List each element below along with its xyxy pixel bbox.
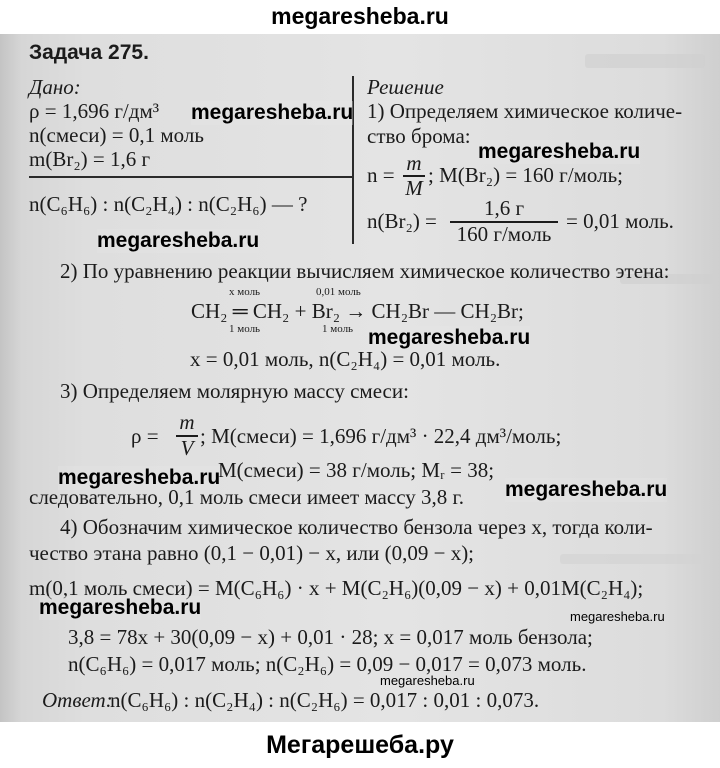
reaction-annotation-above-bromine: 0,01 моль bbox=[316, 286, 361, 298]
step1-eq1-left: n = bbox=[367, 163, 395, 187]
reaction-annotation-below-bromine: 1 моль bbox=[322, 323, 354, 335]
site-footer[interactable]: Мегарешеба.ру bbox=[0, 722, 720, 764]
watermark[interactable]: megaresheba.ru bbox=[97, 229, 260, 252]
find-statement: n(C₆H₆) : n(C₂H₄) : n(C₂H₆) — ? bbox=[29, 192, 308, 216]
step2-result: x = 0,01 моль, n(C₂H₄) = 0,01 моль. bbox=[190, 347, 501, 371]
step3-text: 3) Определяем молярную массу смеси: bbox=[60, 379, 409, 403]
step3-eq-right: ; M(смеси) = 1,696 г/дм³ · 22,4 дм³/моль; bbox=[200, 424, 562, 448]
reaction-equation: CH₂ ═ CH₂ + Br₂ → CH₂Br — CH₂Br; bbox=[191, 299, 524, 323]
watermark-small[interactable]: megaresheba.ru bbox=[570, 609, 665, 624]
reaction-annotation-above-ethene: x моль bbox=[229, 286, 261, 298]
step4-equation1: m(0,1 моль смеси) = M(C₆H₆) · x + M(C₂H₆)(0,09 − x) + 0,01M(C₂H₄); bbox=[29, 576, 644, 600]
bleed-through-shape bbox=[560, 554, 710, 564]
step1-eq2-numerator: 1,6 г bbox=[483, 196, 525, 220]
step2-text: 2) По уравнению реакции вычисляем химическое количество этена: bbox=[60, 259, 670, 283]
step1-line2: ство брома: bbox=[367, 124, 471, 148]
bleed-through-shape bbox=[585, 54, 705, 68]
step3-eq-denominator: V bbox=[180, 436, 194, 460]
watermark[interactable]: megaresheba.ru bbox=[191, 101, 354, 124]
answer-text: n(C₆H₆) : n(C₂H₄) : n(C₂H₆) = 0,017 : 0,01 : 0,073. bbox=[110, 688, 540, 712]
step1-eq1-numerator: m bbox=[406, 151, 422, 175]
given-density: ρ = 1,696 г/дм³ bbox=[29, 99, 160, 123]
step3-eq-numerator: m bbox=[179, 410, 195, 434]
watermark-small[interactable]: megaresheba.ru bbox=[380, 673, 475, 688]
step4-equation3: n(C₆H₆) = 0,017 моль; n(C₂H₆) = 0,09 − 0,017 = 0,073 моль. bbox=[68, 652, 587, 676]
step1-line1: 1) Определяем химическое количе- bbox=[367, 99, 683, 123]
step1-eq2-left: n(Br₂) = bbox=[367, 209, 437, 233]
step4-line2: чество этана равно (0,1 − 0,01) − x, или (0,09 − x); bbox=[29, 541, 475, 565]
step4-line1: 4) Обозначим химическое количество бензола через x, тогда коли- bbox=[60, 515, 653, 539]
given-label: Дано: bbox=[29, 75, 81, 99]
given-bromine-mass: m(Br₂) = 1,6 г bbox=[29, 147, 151, 171]
step1-eq1-right: ; M(Br₂) = 160 г/моль; bbox=[428, 163, 624, 187]
answer-label: Ответ: bbox=[42, 688, 113, 712]
step1-eq2-right: = 0,01 моль. bbox=[566, 209, 674, 233]
reaction-annotation-below-ethene: 1 моль bbox=[229, 323, 261, 335]
site-header[interactable]: megaresheba.ru bbox=[0, 0, 720, 34]
watermark[interactable]: megaresheba.ru bbox=[39, 596, 202, 619]
step3-result: M(смеси) = 38 г/моль; Mᵣ = 38; bbox=[218, 458, 495, 482]
watermark[interactable]: megaresheba.ru bbox=[505, 478, 668, 501]
watermark[interactable]: megaresheba.ru bbox=[478, 140, 641, 163]
step4-equation2: 3,8 = 78x + 30(0,09 − x) + 0,01 · 28; x = 0,017 моль бензола; bbox=[68, 625, 593, 649]
step1-eq2-denominator: 160 г/моль bbox=[456, 222, 552, 246]
watermark[interactable]: megaresheba.ru bbox=[58, 466, 221, 489]
step3-eq-left: ρ = bbox=[131, 424, 159, 448]
step3-conclusion: следовательно, 0,1 моль смеси имеет массу 3,8 г. bbox=[29, 485, 464, 509]
solution-label: Решение bbox=[367, 75, 444, 99]
watermark[interactable]: megaresheba.ru bbox=[368, 326, 531, 349]
given-mixture-amount: n(смеси) = 0,1 моль bbox=[29, 123, 204, 147]
given-divider bbox=[29, 176, 352, 178]
task-title: Задача 275. bbox=[29, 41, 149, 64]
step1-eq1-denominator: M bbox=[405, 176, 423, 200]
